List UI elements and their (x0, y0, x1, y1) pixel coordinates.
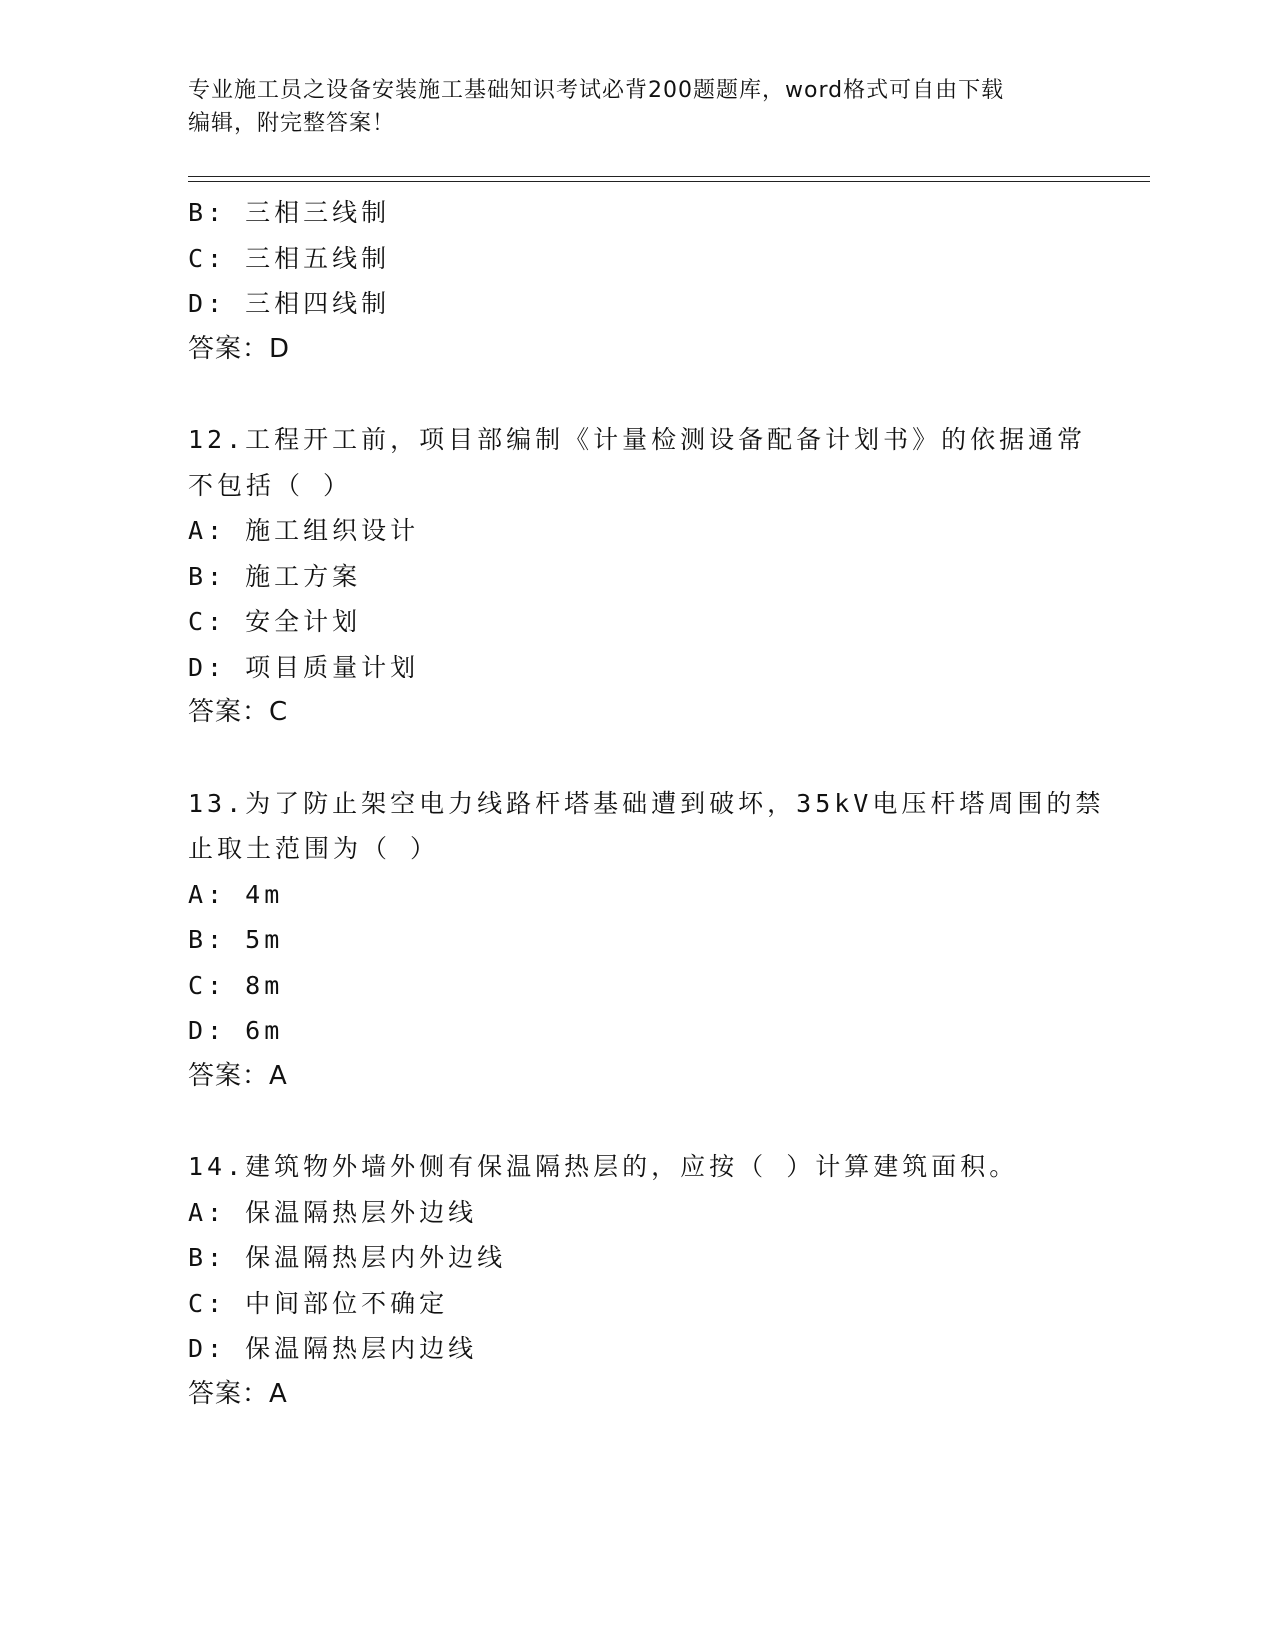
spacer (188, 1099, 1088, 1144)
answer: 答案：D (188, 333, 291, 364)
option-d: D: 项目质量计划 (188, 652, 420, 682)
answer: 答案：A (188, 1378, 288, 1409)
question-stem: 13.为了防止架空电力线路杆塔基础遭到破坏，35kV电压杆塔周围的禁 (188, 788, 1105, 818)
header-divider-top (188, 176, 1150, 177)
question-content (188, 190, 1105, 1417)
question-12 (188, 417, 1088, 736)
option-d: D: 6m (188, 1016, 284, 1045)
option-c: C: 8m (188, 970, 284, 1000)
option-c: C: 安全计划 (188, 607, 362, 636)
option-a: A: 4m (188, 879, 284, 909)
question-13 (188, 781, 1105, 1100)
document-header (188, 74, 1088, 140)
question-stem-continued: 止取土范围为（ ） (188, 834, 440, 863)
option-a: A: 施工组织设计 (188, 516, 420, 545)
option-b: B: 保温隔热层内外边线 (188, 1243, 507, 1272)
answer: 答案：A (188, 1060, 288, 1091)
option-c: C: 三相五线制 (188, 243, 391, 273)
option-d: D: 三相四线制 (188, 289, 391, 318)
option-b: B: 施工方案 (188, 561, 362, 591)
spacer (188, 736, 1088, 781)
question-14 (188, 1144, 1088, 1417)
header-divider-bottom (188, 181, 1150, 182)
option-b: B: 三相三线制 (188, 198, 391, 227)
option-a: A: 保温隔热层外边线 (188, 1197, 478, 1227)
header-title-line-2: 编辑，附完整答案！ (188, 111, 396, 136)
previous-question-tail (188, 190, 1088, 372)
option-c: C: 中间部位不确定 (188, 1288, 449, 1318)
question-stem-continued: 不包括（ ） (188, 470, 353, 500)
question-stem: 14.建筑物外墙外侧有保温隔热层的，应按（ ）计算建筑面积。 (188, 1152, 1019, 1181)
spacer (188, 372, 1088, 417)
option-d: D: 保温隔热层内边线 (188, 1334, 478, 1363)
header-title-line-1: 专业施工员之设备安装施工基础知识考试必背200题题库，word格式可自由下载 (188, 78, 1005, 103)
question-stem: 12.工程开工前，项目部编制《计量检测设备配备计划书》的依据通常 (188, 425, 1087, 454)
option-b: B: 5m (188, 925, 284, 954)
answer: 答案：C (188, 697, 289, 727)
